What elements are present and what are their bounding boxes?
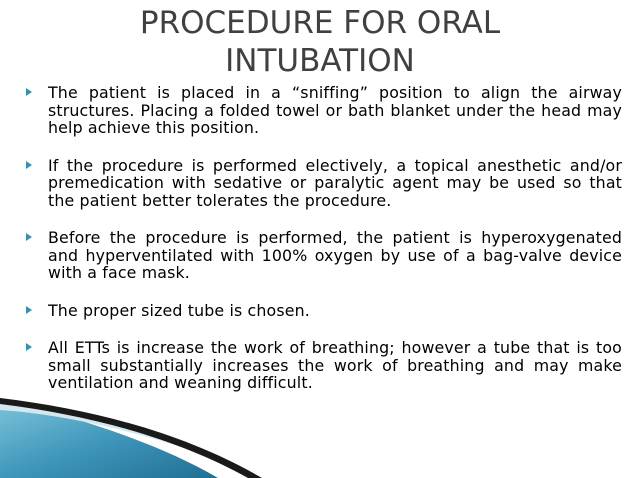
slide-title (60, 4, 580, 80)
triangle-bullet-icon (26, 233, 32, 241)
triangle-bullet-icon (26, 306, 32, 314)
bullet-item (26, 229, 622, 282)
bullet-item (26, 157, 622, 210)
bullet-text: All ETTs is increase the work of breathing; however a tube that is too small substantially increases the work of breathing and may make ventilation and weaning difficult. (48, 338, 622, 392)
triangle-bullet-icon (26, 343, 32, 351)
title-line-2: INTUBATION (225, 43, 415, 79)
bullet-item (26, 302, 622, 320)
title-line-1: PROCEDURE FOR ORAL (139, 5, 501, 41)
bullet-text: Before the procedure is performed, the patient is hyperoxygenated and hyperventilated with 100% oxygen by use of a bag-valve device with a face mask. (48, 228, 622, 282)
triangle-bullet-icon (26, 88, 32, 96)
bullet-item (26, 84, 622, 137)
bullet-text: The proper sized tube is chosen. (48, 300, 310, 320)
bullet-item (26, 339, 622, 392)
bullet-text: The patient is placed in a “sniffing” position to align the airway structures. Placing a folded towel or bath blanket under the head may help achieve this position. (48, 83, 622, 137)
bullet-text: If the procedure is performed electively, a topical anesthetic and/or premedication with sedative or paralytic agent may be used so that the patient better tolerates the procedure. (48, 155, 622, 210)
triangle-bullet-icon (26, 161, 32, 169)
bullet-list (26, 84, 622, 412)
